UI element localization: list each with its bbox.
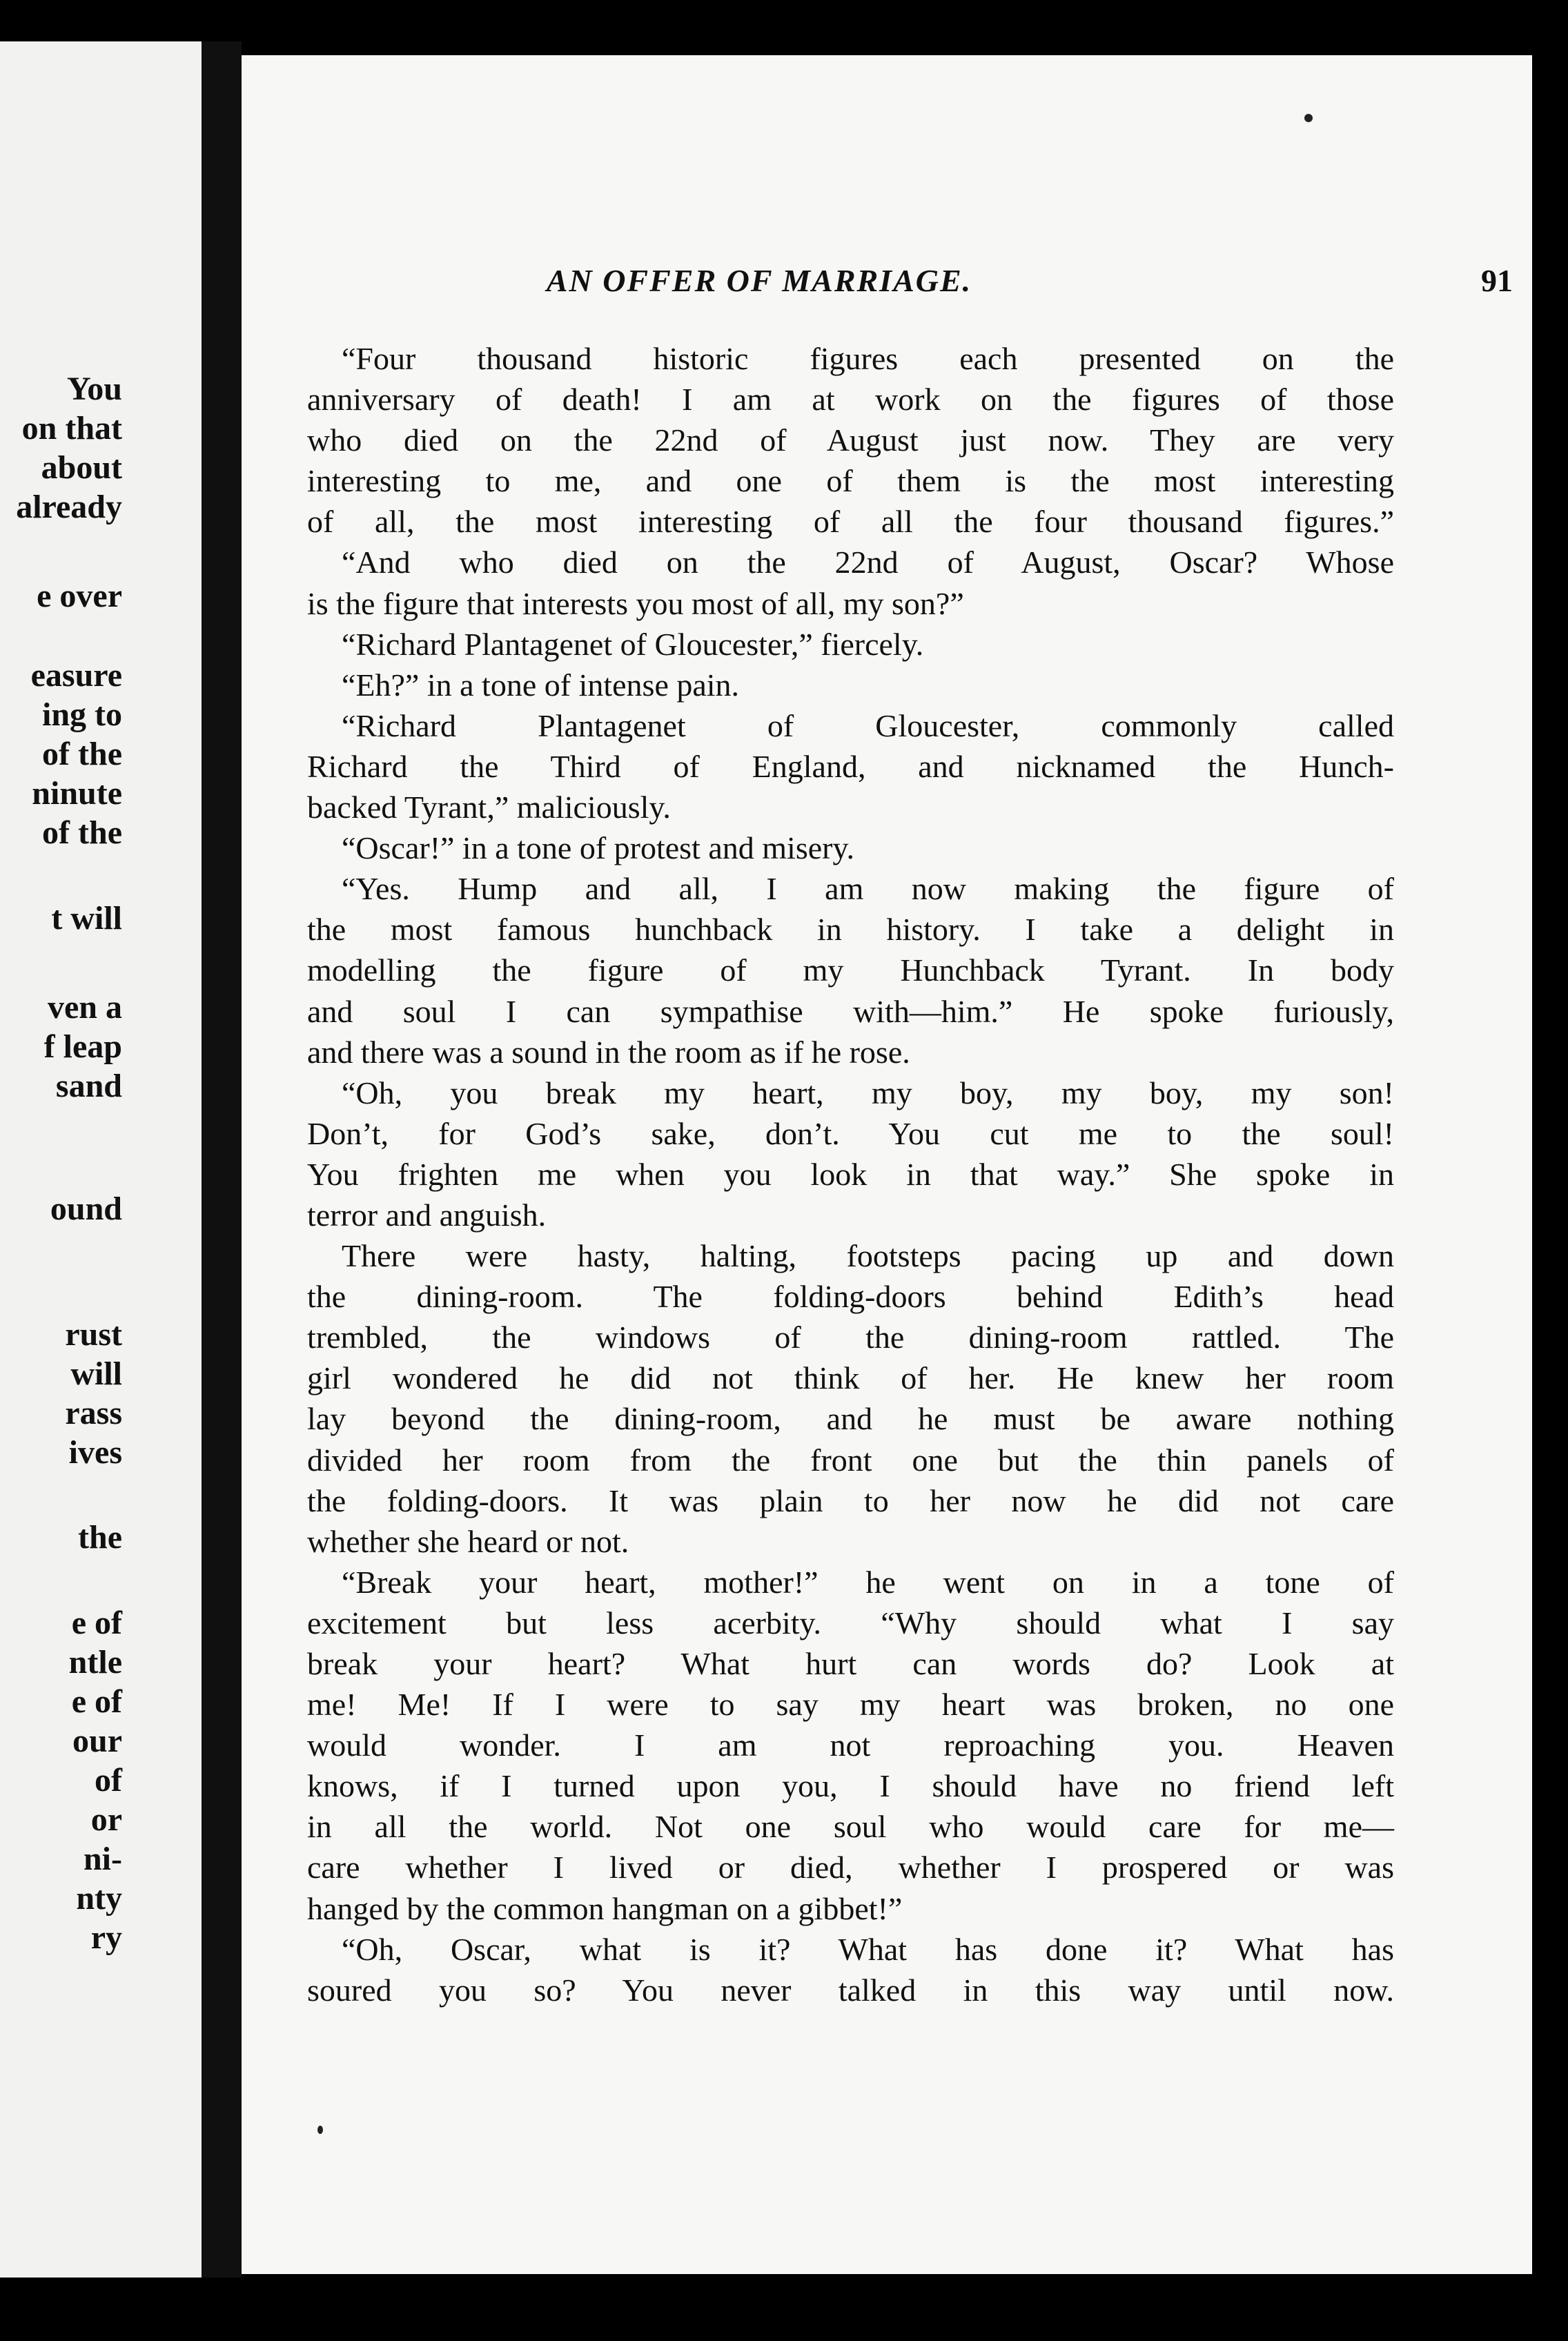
left-page-fragment: e of: [71, 1605, 122, 1641]
text-line: who died on the 22nd of August just now. They are very: [307, 422, 1394, 458]
text-line: modelling the figure of my Hunchback Tyrant. In body: [307, 952, 1394, 988]
left-page-fragment: ives: [68, 1434, 122, 1471]
text-line: whether she heard or not.: [307, 1523, 629, 1559]
body-text: [307, 338, 1394, 2010]
text-line: “Yes. Hump and all, I am now making the figure of: [342, 871, 1394, 907]
text-line: “And who died on the 22nd of August, Oscar? Whose: [342, 545, 1394, 580]
speck: [1304, 114, 1313, 122]
left-page-fragment: of: [95, 1762, 122, 1799]
left-page-fragment: e of: [71, 1683, 122, 1720]
left-page-fragment: You: [66, 371, 122, 407]
left-page-fragment: about: [41, 449, 122, 486]
page-number: 91: [1481, 263, 1513, 298]
running-header: [242, 262, 1532, 317]
left-page-fragment: nty: [76, 1880, 122, 1917]
left-page-fragment: ni-: [83, 1841, 122, 1877]
text-line: interesting to me, and one of them is the most interesting: [307, 463, 1394, 499]
text-line: “Break your heart, mother!” he went on in a tone of: [342, 1564, 1394, 1600]
text-line: “Eh?” in a tone of intense pain.: [342, 667, 740, 703]
text-line: “Four thousand historic figures each presented on the: [342, 341, 1394, 376]
left-page-fragment: rust: [65, 1316, 122, 1353]
running-title: AN OFFER OF MARRIAGE.: [546, 263, 972, 298]
text-line: soured you so? You never talked in this way until now.: [307, 1972, 1394, 2008]
text-line: lay beyond the dining-room, and he must be aware nothing: [307, 1401, 1394, 1437]
text-line: of all, the most interesting of all the four thousand figures.”: [307, 504, 1394, 540]
text-line: is the figure that interests you most of all, my son?”: [307, 585, 964, 621]
left-page-fragment: ninute: [32, 775, 122, 812]
text-line: anniversary of death! I am at work on the figures of those: [307, 382, 1394, 418]
left-page-fragment: easure: [30, 657, 122, 694]
book-gutter: [202, 41, 242, 2278]
text-line: “Richard Plantagenet of Gloucester,” fiercely.: [342, 626, 924, 662]
left-page-fragment: e over: [37, 578, 122, 614]
text-line: the dining-room. The folding-doors behind Edith’s head: [307, 1279, 1394, 1315]
text-line: backed Tyrant,” maliciously.: [307, 790, 671, 825]
left-facing-page: [0, 41, 202, 2278]
left-page-fragment: on that: [21, 410, 122, 447]
text-line: divided her room from the front one but the thin panels of: [307, 1442, 1394, 1478]
text-line: excitement but less acerbity. “Why should what I say: [307, 1605, 1394, 1640]
left-page-fragment: the: [78, 1519, 122, 1556]
left-page-fragment: sand: [55, 1068, 122, 1104]
left-page-fragment: f leap: [43, 1028, 122, 1065]
text-line: care whether I lived or died, whether I prospered or was: [307, 1850, 1394, 1885]
text-line: hanged by the common hangman on a gibbet!”: [307, 1890, 903, 1926]
left-page-fragment: ing to: [41, 696, 122, 733]
text-line: in all the world. Not one soul who would care for me—: [307, 1809, 1394, 1845]
left-page-fragment: ound: [50, 1191, 122, 1227]
text-line: and soul I can sympathise with—him.” He spoke furiously,: [307, 993, 1394, 1029]
text-line: the most famous hunchback in history. I take a delight in: [307, 912, 1394, 948]
left-page-fragment: t will: [51, 900, 122, 937]
right-page: [242, 55, 1532, 2274]
left-page-fragment: or: [90, 1801, 122, 1838]
left-page-fragment: ven a: [48, 989, 122, 1026]
text-line: Don’t, for God’s sake, don’t. You cut me to the soul!: [307, 1115, 1394, 1151]
left-page-fragment: ntle: [68, 1644, 122, 1681]
left-page-fragment: of the: [42, 736, 122, 772]
text-line: girl wondered he did not think of her. He knew her room: [307, 1360, 1394, 1396]
text-line: trembled, the windows of the dining-room rattled. The: [307, 1320, 1394, 1355]
left-page-fragment: will: [70, 1355, 122, 1392]
text-line: and there was a sound in the room as if he rose.: [307, 1034, 910, 1070]
left-page-fragment: rass: [65, 1395, 122, 1431]
text-line: “Oscar!” in a tone of protest and misery.: [342, 830, 854, 866]
text-line: knows, if I turned upon you, I should have no friend left: [307, 1768, 1394, 1804]
left-page-fragment: already: [16, 489, 122, 525]
text-line: “Oh, Oscar, what is it? What has done it? What has: [342, 1931, 1394, 1967]
left-page-fragment: our: [72, 1723, 122, 1759]
text-line: You frighten me when you look in that way.” She spoke in: [307, 1156, 1394, 1192]
text-line: would wonder. I am not reproaching you. Heaven: [307, 1727, 1394, 1763]
speck: [317, 2126, 323, 2134]
text-line: Richard the Third of England, and nicknamed the Hunch-: [307, 748, 1394, 784]
text-line: terror and anguish.: [307, 1197, 547, 1233]
text-line: the folding-doors. It was plain to her now he did not care: [307, 1482, 1394, 1518]
text-line: There were hasty, halting, footsteps pacing up and down: [342, 1238, 1394, 1274]
text-line: “Richard Plantagenet of Gloucester, commonly called: [342, 707, 1394, 743]
text-line: “Oh, you break my heart, my boy, my boy, my son!: [342, 1075, 1394, 1110]
left-page-fragment: of the: [42, 814, 122, 851]
text-line: break your heart? What hurt can words do? Look at: [307, 1646, 1394, 1681]
text-line: me! Me! If I were to say my heart was broken, no one: [307, 1687, 1394, 1723]
left-page-fragment: ry: [90, 1919, 122, 1956]
